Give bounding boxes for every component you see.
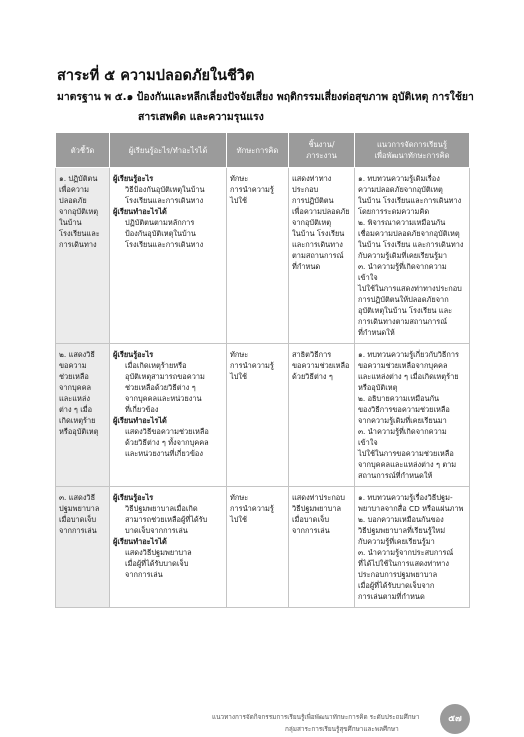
cell-line: สามารถช่วยเหลือผู้ที่ได้รับ [125,515,208,524]
cell-line: จากบุคคลและหน่วยงาน [125,394,202,403]
cell-line: ปฏิบัติตนตามหลักการ [125,218,195,227]
learning-cell [110,168,227,344]
cell-line: ทักษะ [230,350,249,359]
header-guide-line-2: เพื่อพัฒนาทักษะการคิด [374,151,450,160]
indicator-cell [56,344,110,487]
cell-line: ในบ้าน โรงเรียน และการเดินทาง [358,240,464,249]
header-work [289,133,355,168]
cell-line: ปฐมพยาบาล [59,504,100,513]
cell-line: จากอุบัติเหตุ [292,218,332,227]
cell-line: ๓. นำความรู้ที่เกิดจากความเข้าใจ [358,262,447,282]
cell-line: บาดเจ็บจากการเล่น [125,526,188,535]
cell-line: ๓. นำความรู้ที่เกิดจากความเข้าใจ [358,427,447,447]
cell-line: ด้วยวิธีต่าง ๆ ทั้งจากบุคคล [125,438,209,447]
cell-line: วิธีปฐมพยาบาลเมื่อเกิด [125,504,198,513]
learning-cell [110,344,227,487]
cell-line: ๑. ทบทวนความรู้เกี่ยวกับวิธีการ [358,350,460,359]
table-row [56,344,470,487]
cell-line: เมื่อผู้ที่ได้รับบาดเจ็บ [125,559,189,568]
cell-line: ประกอบ [292,185,319,194]
practice-label: ผู้เรียนทำอะไรได้ [113,537,167,546]
cell-line: แสดงท่าประกอบ [292,493,345,502]
header-learn: ผู้เรียนรู้อะไร/ทำอะไรได้ [110,133,227,168]
cell-line: เชื่อมความปลอดภัยจากอุบัติเหตุ [358,229,460,238]
header-work-line-2: ภาระงาน [306,151,337,160]
knowledge-label: ผู้เรียนรู้อะไร [113,174,154,183]
cell-line: ในบ้าน โรงเรียนและการเดินทาง [358,196,462,205]
cell-line: จากอุบัติเหตุ [59,207,99,216]
cell-line: ความปลอดภัยจากอุบัติเหตุ [358,185,443,194]
cell-line: กับความรู้ที่เคยเรียนรู้มา [358,537,435,546]
table-row [56,168,470,344]
footer-subject: กลุ่มสาระการเรียนรู้สุขศึกษาและพลศึกษา [285,725,399,733]
cell-line: เมื่อบาดเจ็บ [292,515,330,524]
cell-line: ที่เกี่ยวข้อง [125,405,159,414]
cell-line: การเดินทางตามสถานการณ์ [358,317,448,326]
cell-line: ที่ได้ไปใช้ในการแสดงท่าทาง [358,559,450,568]
cell-line: แสดงท่าทาง [292,174,332,183]
header-skill: ทักษะการคิด [227,133,289,168]
table-row [56,487,470,608]
cell-line: ๑. ทบทวนความรู้เดิมเรื่อง [358,174,440,183]
cell-line: และแหล่ง [59,394,91,403]
table-header-row [56,133,470,168]
guide-cell [355,344,470,487]
cell-line: การนำความรู้ [230,361,274,370]
cell-line: อุบัติเหตุในบ้าน โรงเรียน และ [358,306,453,315]
indicator-cell [56,168,110,344]
practice-label: ผู้เรียนทำอะไรได้ [113,416,167,425]
cell-line: เมื่อผู้ที่ได้รับบาดเจ็บจาก [358,581,435,590]
cell-line: ๒. บอกความเหมือนกันของ [358,515,444,524]
cell-line: ไปใช้ในการขอความช่วยเหลือ [358,449,454,458]
cell-line: ขอความ [59,361,87,370]
cell-line: ขอความช่วยเหลือ [292,361,350,370]
cell-line: เมื่อเกิดเหตุร้ายหรือ [125,361,187,370]
cell-line: ขอความช่วยเหลือจากบุคคล [358,361,448,370]
practice-label: ผู้เรียนทำอะไรได้ [113,207,167,216]
work-cell [289,344,355,487]
footer-series-title: แนวทางการจัดกิจกรรมการเรียนรู้เพื่อพัฒนาทักษะการคิด ระดับประถมศึกษา [212,713,420,721]
cell-line: สถานการณ์ที่กำหนดให้ [358,471,433,480]
cell-line: ๒. พิจารณาความเหมือนกัน [358,218,446,227]
cell-line: จากบุคคลและแหล่งต่าง ๆ ตาม [358,460,457,469]
cell-line: การปฏิบัติตน [292,196,334,205]
cell-line: ในบ้าน [59,218,82,227]
cell-line: เกิดเหตุร้าย [59,416,96,425]
cell-line: ช่วยเหลือด้วยวิธีต่าง ๆ [125,383,196,392]
cell-line: การนำความรู้ [230,185,274,194]
work-cell [289,168,355,344]
cell-line: ด้วยวิธีต่าง ๆ [292,372,333,381]
guide-cell [355,168,470,344]
cell-line: การเล่นตามที่กำหนด [358,592,425,601]
cell-line: โรงเรียนและการเดินทาง [125,196,204,205]
cell-line: โรงเรียนและ [59,229,100,238]
cell-line: หรืออุบัติเหตุ [59,427,99,436]
strand-title: สาระที่ ๕ ความปลอดภัยในชีวิต [57,68,255,84]
cell-line: กับความรู้เดิมที่เคยเรียนรู้มา [358,251,447,260]
skill-cell [227,344,289,487]
cell-line: จากการเล่น [292,526,330,535]
knowledge-label: ผู้เรียนรู้อะไร [113,350,154,359]
indicator-table [55,132,470,608]
cell-line: จากการเล่น [125,570,163,579]
cell-line: ไปใช้ในการแสดงท่าทางประกอบ [358,284,462,293]
cell-line: ไปใช้ [230,196,248,205]
cell-line: เพื่อความปลอดภัย [292,207,350,216]
cell-line: ๓. แสดงวิธี [59,493,96,502]
cell-line: ประกอบการปฐมพยาบาล [358,570,438,579]
page-number-badge: ๕๗ [440,704,470,734]
cell-line: ในบ้าน โรงเรียน [292,229,345,238]
cell-line: หรืออุบัติเหตุ [358,383,398,392]
cell-line: ๒. อธิบายความเหมือนกัน [358,394,440,403]
header-indicator: ตัวชี้วัด [56,133,110,168]
header-guide-line-1: แนวการจัดการเรียนรู้ [376,140,447,149]
cell-line: ๓. นำความรู้จากประสบการณ์ [358,548,454,557]
cell-line: เมื่อบาดเจ็บ [59,515,97,524]
knowledge-label: ผู้เรียนรู้อะไร [113,493,154,502]
skill-cell [227,487,289,608]
cell-line: สาธิตวิธีการ [292,350,332,359]
cell-line: ๒. แสดงวิธี [59,350,95,359]
cell-line: ไปใช้ [230,372,248,381]
cell-line: ที่กำหนดให้ [358,328,395,337]
cell-line: ที่กำหนด [292,262,321,271]
cell-line: โรงเรียนและการเดินทาง [125,240,204,249]
cell-line: และแหล่งต่าง ๆ เมื่อเกิดเหตุร้าย [358,372,459,381]
cell-line: ไปใช้ [230,515,248,524]
cell-line: การปฏิบัติตนให้ปลอดภัยจาก [358,295,449,304]
guide-cell [355,487,470,608]
standard-line-2: สารเสพติด และความรุนแรง [138,111,264,123]
cell-line: อุบัติเหตุสามารถขอความ [125,372,205,381]
cell-line: การเดินทาง [59,240,97,249]
cell-line: วิธีป้องกันอุบัติเหตุในบ้าน [125,185,205,194]
cell-line: การนำความรู้ [230,504,274,513]
cell-line: ทักษะ [230,174,249,183]
cell-line: เพื่อความ [59,185,89,194]
cell-line: และหน่วยงานที่เกี่ยวข้อง [125,449,203,458]
cell-line: ๑. ปฏิบัติตน [59,174,98,183]
cell-line: ช่วยเหลือ [59,372,89,381]
cell-line: ตามสถานการณ์ [292,251,344,260]
header-work-line-1: ชิ้นงาน/ [308,140,335,149]
header-guide [355,133,470,168]
cell-line: จากบุคคล [59,383,92,392]
cell-line: ทักษะ [230,493,249,502]
cell-line: ๑. ทบทวนความรู้เรื่องวิธีปฐม- [358,493,453,502]
table-body [56,168,470,608]
cell-line: ป้องกันอุบัติเหตุในบ้าน [125,229,196,238]
cell-line: ของวิธีการขอความช่วยเหลือ [358,405,450,414]
cell-line: ปลอดภัย [59,196,87,205]
work-cell [289,487,355,608]
cell-line: แสดงวิธีขอความช่วยเหลือ [125,427,209,436]
cell-line: พยาบาลจากสื่อ CD หรือแผ่นภาพ [358,504,464,513]
cell-line: แสดงวิธีปฐมพยาบาล [125,548,192,557]
skill-cell [227,168,289,344]
cell-line: วิธีปฐมพยาบาลที่เรียนรู้ใหม่ [358,526,446,535]
cell-line: ต่าง ๆ เมื่อ [59,405,93,414]
cell-line: โดยการระดมความคิด [358,207,430,216]
cell-line: จากการเล่น [59,526,97,535]
cell-line: และการเดินทาง [292,240,343,249]
standard-line-1: มาตรฐาน พ ๕.๑ ป้องกันและหลีกเลี่ยงปัจจัยเสี่ยง พฤติกรรมเสี่ยงต่อสุขภาพ อุบัติเหตุ การใช้ยา [57,91,474,103]
cell-line: จากความรู้เดิมที่เคยเรียนมา [358,416,447,425]
indicator-cell [56,487,110,608]
learning-cell [110,487,227,608]
cell-line: วิธีปฐมพยาบาล [292,504,342,513]
